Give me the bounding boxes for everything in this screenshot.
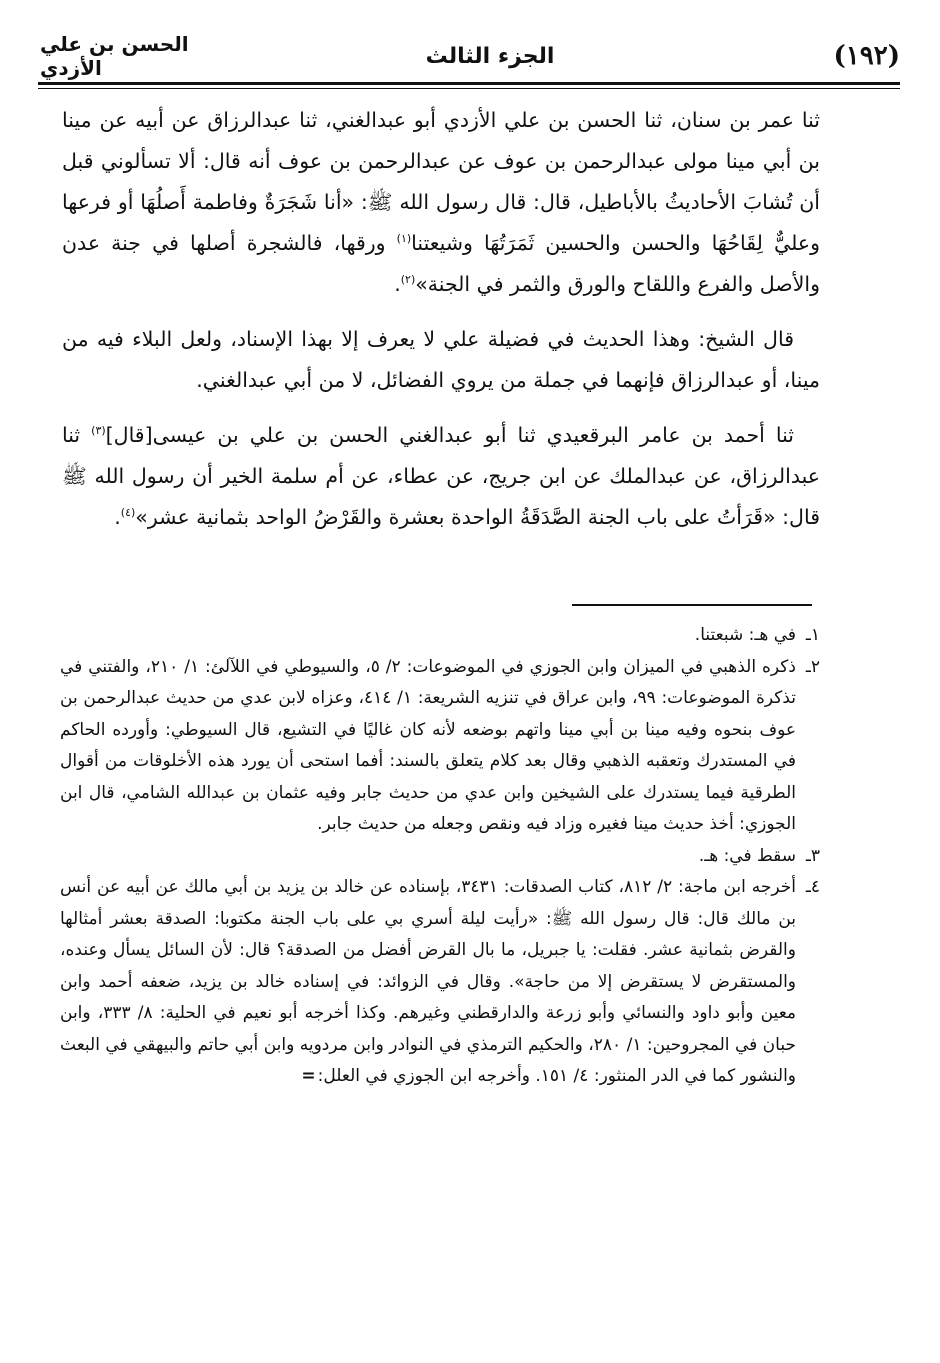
paragraph-1-text: ثنا عمر بن سنان، ثنا الحسن بن علي الأزدي أبو عبدالغني، ثنا عبدالرزاق عن أبيه عن مينا بن أبي مينا مولى عبدالرحمن بن عوف عن عبدالرحمن بن عوف أنه قال: ألا تسألوني قبل أن تُشابَ الأحاديثُ بالأباطيل، قال: قال رسول الله ﷺ: «أنا شَجَرَةٌ وفاطمة أَصلُهَا أو فرعها وعليٌّ لِقَاحُهَا والحسن والحسين ثَمَرَتُهَا وشيعتنا xyxy=(62,108,820,255)
footnote-text: في هـ: شبعتنا. xyxy=(694,625,796,645)
part-title: الجزء الثالث xyxy=(425,43,555,69)
footnotes xyxy=(60,620,820,1093)
paragraph-2 xyxy=(62,319,820,401)
footnote-separator xyxy=(572,604,812,606)
footnote-2 xyxy=(60,652,820,841)
footnote-number: ١ـ xyxy=(805,625,820,645)
footnote-ref-4: (٤) xyxy=(120,506,136,520)
paragraph-3-text-c: . xyxy=(114,505,121,529)
footnote-number: ٢ـ xyxy=(805,656,820,677)
continuation-mark: = xyxy=(301,1066,316,1086)
header-rule-thin xyxy=(38,88,900,89)
paragraph-2-text: قال الشيخ: وهذا الحديث في فضيلة علي لا يعرف إلا بهذا الإسناد، ولعل البلاء فيه من مينا، أو عبدالرزاق فإنهما في جملة من يروي الفضائل، لا من أبي عبدالغني. xyxy=(62,327,820,392)
paragraph-3-text-b: ثنا عبدالرزاق، عن عبدالملك عن ابن جريج، عن عطاء، عن أم سلمة الخير أن رسول الله ﷺ قال: «قَرَأتُ على باب الجنة الصَّدَقَةُ الواحدة بعشرة والقَرْضُ الواحد بثمانية عشر» xyxy=(62,423,820,529)
footnote-text: ذكره الذهبي في الميزان وابن الجوزي في الموضوعات: ٢/ ٥، والسيوطي في اللآلئ: ١/ ٢١٠، والفتني في تذكرة الموضوعات: ٩٩، وابن عراق في تنزيه الشريعة: ١/ ٤١٤، وعزاه لابن عدي من حديث عبدالرحمن بن عوف بنحوه وفيه مينا بن أبي مينا واتهم بوضعه لأنه كان غاليًا في التشيع، قال السيوطي: وأورده الحاكم في المستدرك وتعقبه الذهبي وقال بعد كلام يتعلق بالسند: أفما استحى أن يورد هذه الأخلوقات من أقوال الطرقية فيما يستدرك على الشيخين وابن عدي من حديث جابر وفيه عثمان بن عبدالله الشامي، قال ابن الجوزي: أخذ حديث مينا فغيره وزاد فيه ونقص وجعله من حديث جابر. xyxy=(60,656,796,834)
footnote-4 xyxy=(60,872,820,1093)
page-number: (١٩٢) xyxy=(833,41,900,71)
paragraph-3 xyxy=(62,415,820,538)
running-header xyxy=(40,28,900,84)
paragraph-3-text: ثنا أحمد بن عامر البرقعيدي ثنا أبو عبدالغني الحسن بن علي بن عيسى[قال] xyxy=(105,423,795,447)
paragraph-1 xyxy=(62,100,820,305)
footnote-number: ٤ـ xyxy=(805,877,820,897)
paragraph-1-text-c: . xyxy=(394,272,401,296)
footnote-text: أخرجه ابن ماجة: ٢/ ٨١٢، كتاب الصدقات: ٣٤٣١، بإسناده عن خالد بن يزيد بن أبي مالك عن أبيه عن أنس بن مالك قال: قال رسول الله ﷺ: «رأيت ليلة أسري بي على باب الجنة مكتوبا: الصدقة بعشر أمثالها والقرض بثمانية عشر. فقلت: يا جبريل، ما بال القرض أفضل من الصدقة؟ قال: لأن السائل يسأل وعنده، والمستقرض لا يستقرض إلا من حاجة». وقال في الزوائد: في إسناده خالد بن يزيد، ضعفه أحمد وابن معين وأبو داود والنسائي وأبو زرعة والدارقطني وغيرهم. وكذا أخرجه أبو نعيم في الحلية: ٨/ ٣٣٣، وابن حبان في المجروحين: ١/ ٢٨٠، والحكيم الترمذي في النوادر وابن مردويه وابن أبي حاتم والبيهقي في البعث والنشور كما في الدر المنثور: ٤/ ١٥١. وأخرجه ابن الجوزي في العلل: xyxy=(60,877,796,1086)
footnote-text: سقط في: هـ. xyxy=(698,845,796,866)
footnote-ref-1: (١) xyxy=(396,232,412,246)
footnote-3 xyxy=(60,841,820,873)
footnote-ref-3: (٣) xyxy=(91,424,106,438)
footnote-ref-2: (٢) xyxy=(400,273,416,287)
footnote-1 xyxy=(60,620,820,652)
paragraph-1-text-b: ورقها، فالشجرة أصلها في جنة عدن والأصل والفرع واللقاح والورق والثمر في الجنة» xyxy=(62,231,820,296)
main-text xyxy=(62,100,820,552)
footnote-number: ٣ـ xyxy=(805,845,820,866)
header-rule xyxy=(38,82,900,85)
entry-name: الحسن بن علي الأزدي xyxy=(40,32,189,80)
